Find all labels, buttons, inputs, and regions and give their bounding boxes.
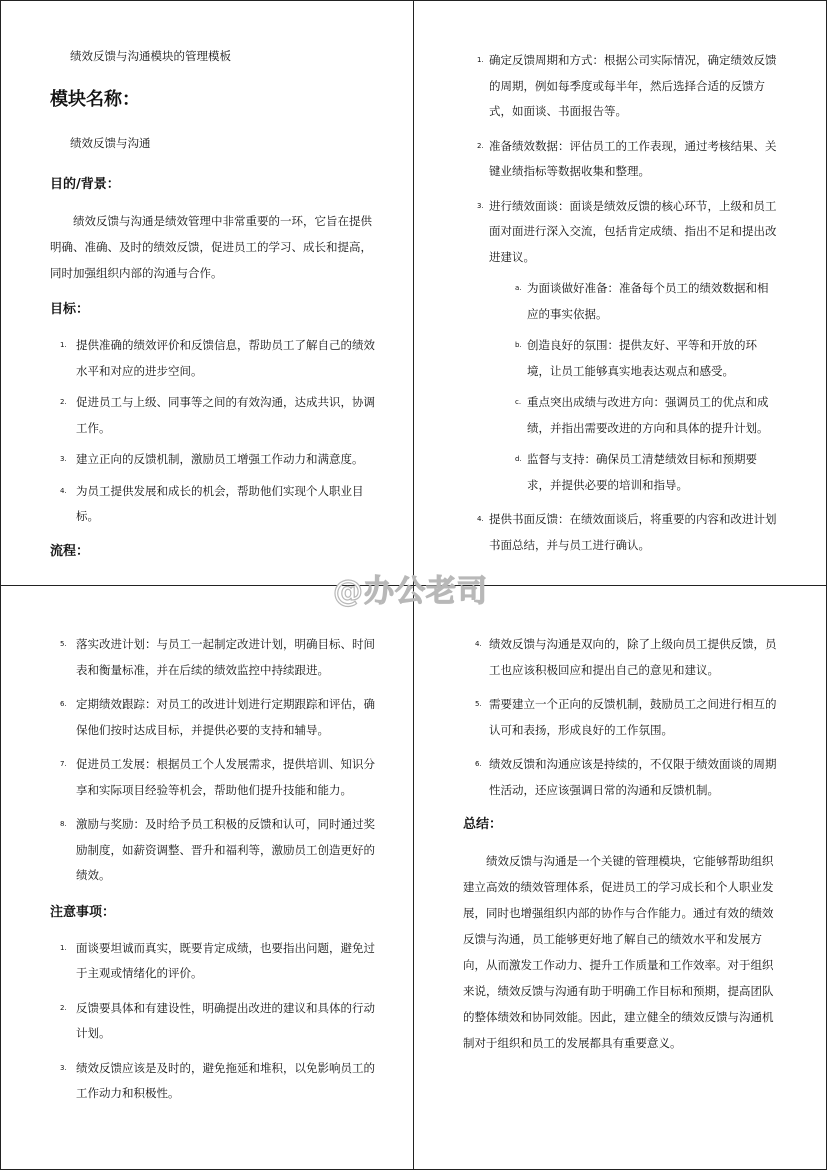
list-item: 4. 为员工提供发展和成长的机会，帮助他们实现个人职业目标。: [60, 483, 364, 523]
list-item: 3. 进行绩效面谈：面谈是绩效反馈的核心环节，上级和员工面对面进行深入交流，包括肯定成绩、指出不足和提出改进建议。 a. 为面谈做好准备：准备每个员工的绩效数据和相应的事实依据。 b. 创造良好的氛围：提供友好、平等和开放的环境，让员工能够真实地表达观点和感受。 c. 重点突出成绩与改进方向：强调员工的优点和成绩，并指出需要改进的方向和具体的提升计划。 d. 监督与支持：确保员工清楚绩效目标和预期要求，并提供必要的培训和指导。: [477, 194, 777, 499]
page-top-right: [477, 48, 777, 567]
page-bottom-right: [463, 632, 781, 1068]
list-item: 4. 提供书面反馈：在绩效面谈后，将重要的内容和改进计划书面总结，并与员工进行确认。: [477, 512, 777, 552]
process-list-part1: [477, 48, 777, 558]
list-item: 2. 反馈要具体和有建设性，明确提出改进的建议和具体的行动计划。: [60, 1000, 375, 1040]
list-item: 6. 定期绩效跟踪：对员工的改进计划进行定期跟踪和评估，确保他们按时达成目标，并提供必要的支持和辅导。: [60, 697, 375, 737]
list-item: 8. 激励与奖励：及时给予员工积极的反馈和认可，同时通过奖励制度，如薪资调整、晋升和福利等，激励员工创造更好的绩效。: [60, 817, 375, 882]
list-item: 2. 促进员工与上级、同事等之间的有效沟通，达成共识，协调工作。: [60, 395, 375, 435]
list-item: 1. 确定反馈周期和方式：根据公司实际情况，确定绩效反馈的周期，例如每季度或每半年，然后选择合适的反馈方式，如面谈、书面报告等。: [477, 53, 777, 118]
notes-list-part2: [463, 632, 781, 803]
list-item: 4. 绩效反馈与沟通是双向的，除了上级向员工提供反馈，员工也应该积极回应和提出自己的意见和建议。: [475, 637, 777, 677]
purpose-text: 绩效反馈与沟通是绩效管理中非常重要的一环，它旨在提供明确、准确、及时的绩效反馈，促进员工的学习、成长和提高，同时加强组织内部的沟通与合作。: [50, 214, 372, 280]
sub-list-item: b. 创造良好的氛围：提供友好、平等和开放的环境，让员工能够真实地表达观点和感受。: [515, 338, 757, 378]
page-bottom-left: [50, 632, 375, 1116]
list-item: 1. 面谈要坦诚而真实，既要肯定成绩，也要指出问题，避免过于主观或情绪化的评价。: [60, 940, 375, 980]
list-item: 3. 绩效反馈应该是及时的，避免拖延和堆积，以免影响员工的工作动力和积极性。: [60, 1060, 375, 1100]
sub-list-item: d. 监督与支持：确保员工清楚绩效目标和预期要求，并提供必要的培训和指导。: [515, 452, 757, 492]
interview-sub-list: [489, 276, 777, 498]
list-item: 7. 促进员工发展：根据员工个人发展需求，提供培训、知识分享和实际项目经验等机会，帮助他们提升技能和能力。: [60, 757, 375, 797]
sub-list-item: a. 为面谈做好准备：准备每个员工的绩效数据和相应的事实依据。: [515, 281, 769, 321]
module-label: 模块名称：: [50, 89, 140, 110]
list-item: 1. 提供准确的绩效评价和反馈信息，帮助员工了解自己的绩效水平和对应的进步空间。: [60, 338, 375, 378]
list-item: 6. 绩效反馈和沟通应该是持续的，不仅限于绩效面谈的周期性活动，还应该强调日常的沟通和反馈机制。: [475, 757, 777, 797]
goals-list: [50, 333, 375, 530]
list-item: 5. 落实改进计划：与员工一起制定改进计划，明确目标、时间表和衡量标准，并在后续的绩效监控中持续跟进。: [60, 637, 375, 677]
page-top-left: [50, 48, 375, 575]
process-list-part2: [50, 632, 375, 889]
watermark-logo: @办公老司: [333, 574, 488, 609]
notes-list-part1: [50, 936, 375, 1107]
summary-text: 绩效反馈与沟通是一个关键的管理模块，它能够帮助组织建立高效的绩效管理体系，促进员工的学习成长和个人职业发展，同时也增强组织内部的协作与合作能力。通过有效的绩效反馈与沟通，员工能够更好地了解自己的绩效水平和发展方向，从而激发工作动力、提升工作质量和工作效率。对于组织来说，绩效反馈与沟通有助于明确工作目标和预期，提高团队的整体绩效和协同效能。因此，建立健全的绩效反馈与沟通机制对于组织和员工的发展都具有重要意义。: [463, 854, 774, 1050]
list-item: 2. 准备绩效数据：评估员工的工作表现，通过考核结果、关键业绩指标等数据收集和整理。: [477, 138, 777, 178]
purpose-heading: 目的/背景：: [50, 177, 120, 192]
document-title: 绩效反馈与沟通模块的管理模板: [70, 49, 231, 63]
goals-heading: 目标：: [50, 302, 90, 317]
process-heading: 流程：: [50, 543, 90, 559]
notes-heading: 注意事项：: [50, 904, 116, 920]
summary-heading: 总结：: [463, 817, 503, 832]
list-item: 5. 需要建立一个正向的反馈机制，鼓励员工之间进行相互的认可和表扬，形成良好的工作氛围。: [475, 697, 777, 737]
module-name: 绩效反馈与沟通: [70, 136, 151, 150]
sub-list-item: c. 重点突出成绩与改进方向：强调员工的优点和成绩，并指出需要改进的方向和具体的提升计划。: [515, 395, 769, 435]
list-item: 3. 建立正向的反馈机制，激励员工增强工作动力和满意度。: [60, 452, 364, 466]
